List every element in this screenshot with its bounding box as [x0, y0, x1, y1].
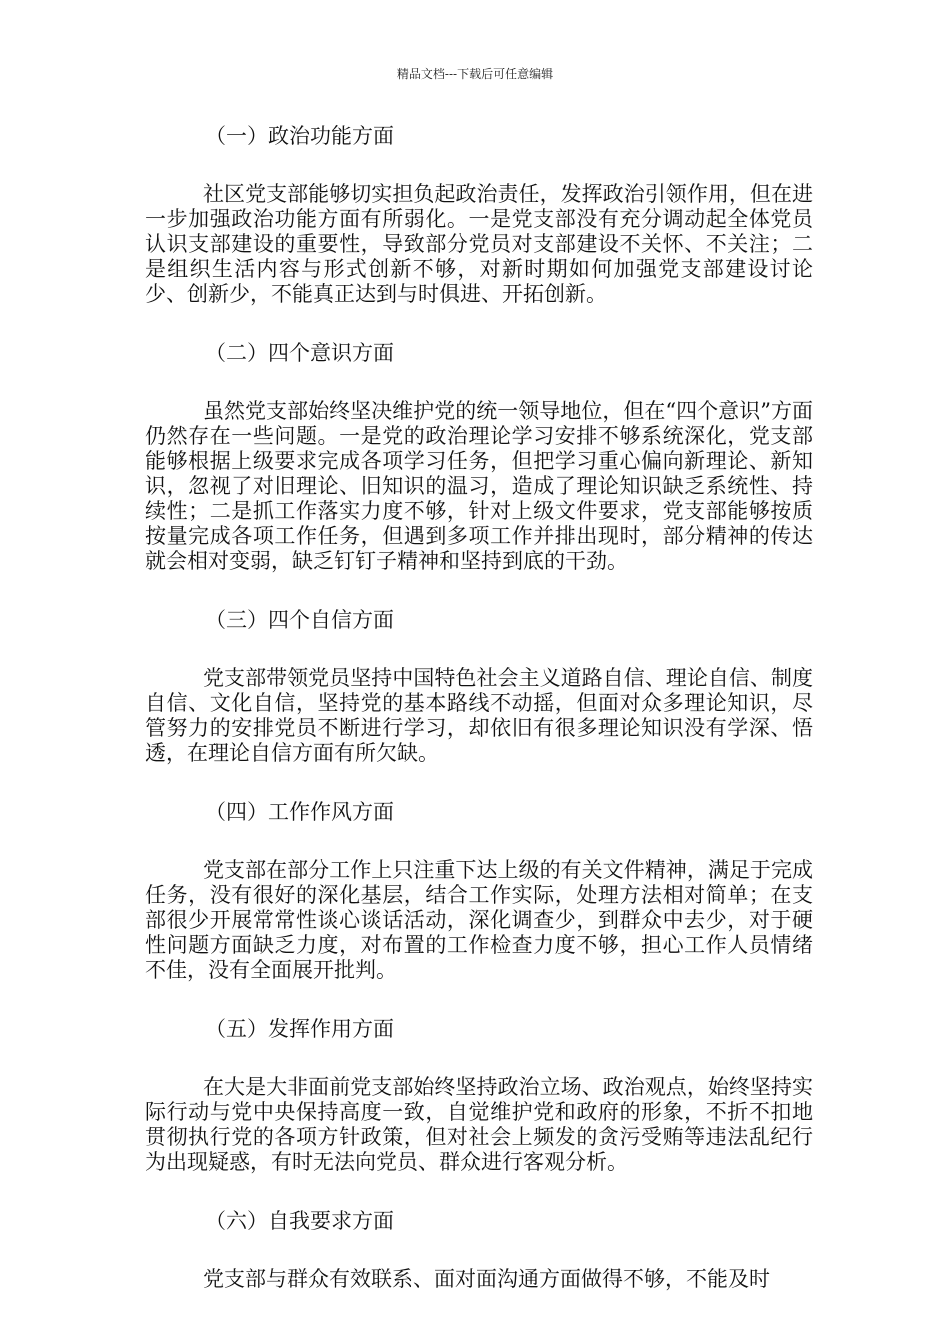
- section-four-confidences: [145, 606, 813, 766]
- document-body: [145, 122, 813, 1324]
- section-four-consciousness: [145, 339, 813, 574]
- section-heading: （三）四个自信方面: [205, 608, 394, 632]
- section-self-requirements: [145, 1207, 813, 1292]
- section-heading: （四）工作作风方面: [205, 800, 394, 824]
- section-playing-role: [145, 1015, 813, 1175]
- section-paragraph: 在大是大非面前党支部始终坚持政治立场、政治观点，始终坚持实际行动与党中央保持高度一致，自觉维护党和政府的形象，不折不扣地贯彻执行党的各项方针政策，但对社会上频发的贪污受贿等违法乱纪行为出现疑惑，有时无法向党员、群众进行客观分析。: [145, 1075, 813, 1174]
- section-political-function: [145, 122, 813, 307]
- section-paragraph: 虽然党支部始终坚决维护党的统一领导地位，但在“四个意识”方面仍然存在一些问题。一是党的政治理论学习安排不够系统深化，党支部能够根据上级要求完成各项学习任务，但把学习重心偏向新理论、新知识，忽视了对旧理论、旧知识的温习，造成了理论知识缺乏系统性、持续性；二是抓工作落实力度不够，针对上级文件要求，党支部能够按质按量完成各项工作任务，但遇到多项工作并排出现时，部分精神的传达就会相对变弱，缺乏钉钉子精神和坚持到底的干劲。: [145, 399, 813, 573]
- page-header: 精品文档---下载后可任意编辑: [396, 67, 554, 81]
- section-paragraph: 社区党支部能够切实担负起政治责任，发挥政治引领作用，但在进一步加强政治功能方面有所弱化。一是党支部没有充分调动起全体党员认识支部建设的重要性，导致部分党员对支部建设不关怀、不关注；二是组织生活内容与形式创新不够，对新时期如何加强党支部建设讨论少、创新少，不能真正达到与时俱进、开拓创新。: [145, 182, 813, 306]
- section-paragraph: 党支部带领党员坚持中国特色社会主义道路自信、理论自信、制度自信、文化自信，坚持党的基本路线不动摇，但面对众多理论知识，尽管努力的安排党员不断进行学习，却依旧有很多理论知识没有学深、悟透，在理论自信方面有所欠缺。: [145, 666, 813, 765]
- section-heading: （五）发挥作用方面: [205, 1017, 394, 1041]
- section-work-style: [145, 798, 813, 983]
- section-heading: （六）自我要求方面: [205, 1209, 394, 1233]
- section-paragraph: 党支部在部分工作上只注重下达上级的有关文件精神，满足于完成任务，没有很好的深化基层，结合工作实际，处理方法相对简单；在支部很少开展常常性谈心谈话活动，深化调查少，到群众中去少，对于硬性问题方面缺乏力度，对布置的工作检查力度不够，担心工作人员情绪不佳，没有全面展开批判。: [145, 858, 813, 982]
- section-heading: （一）政治功能方面: [205, 124, 394, 148]
- section-paragraph: 党支部与群众有效联系、面对面沟通方面做得不够，不能及时: [203, 1267, 770, 1291]
- section-heading: （二）四个意识方面: [205, 341, 394, 365]
